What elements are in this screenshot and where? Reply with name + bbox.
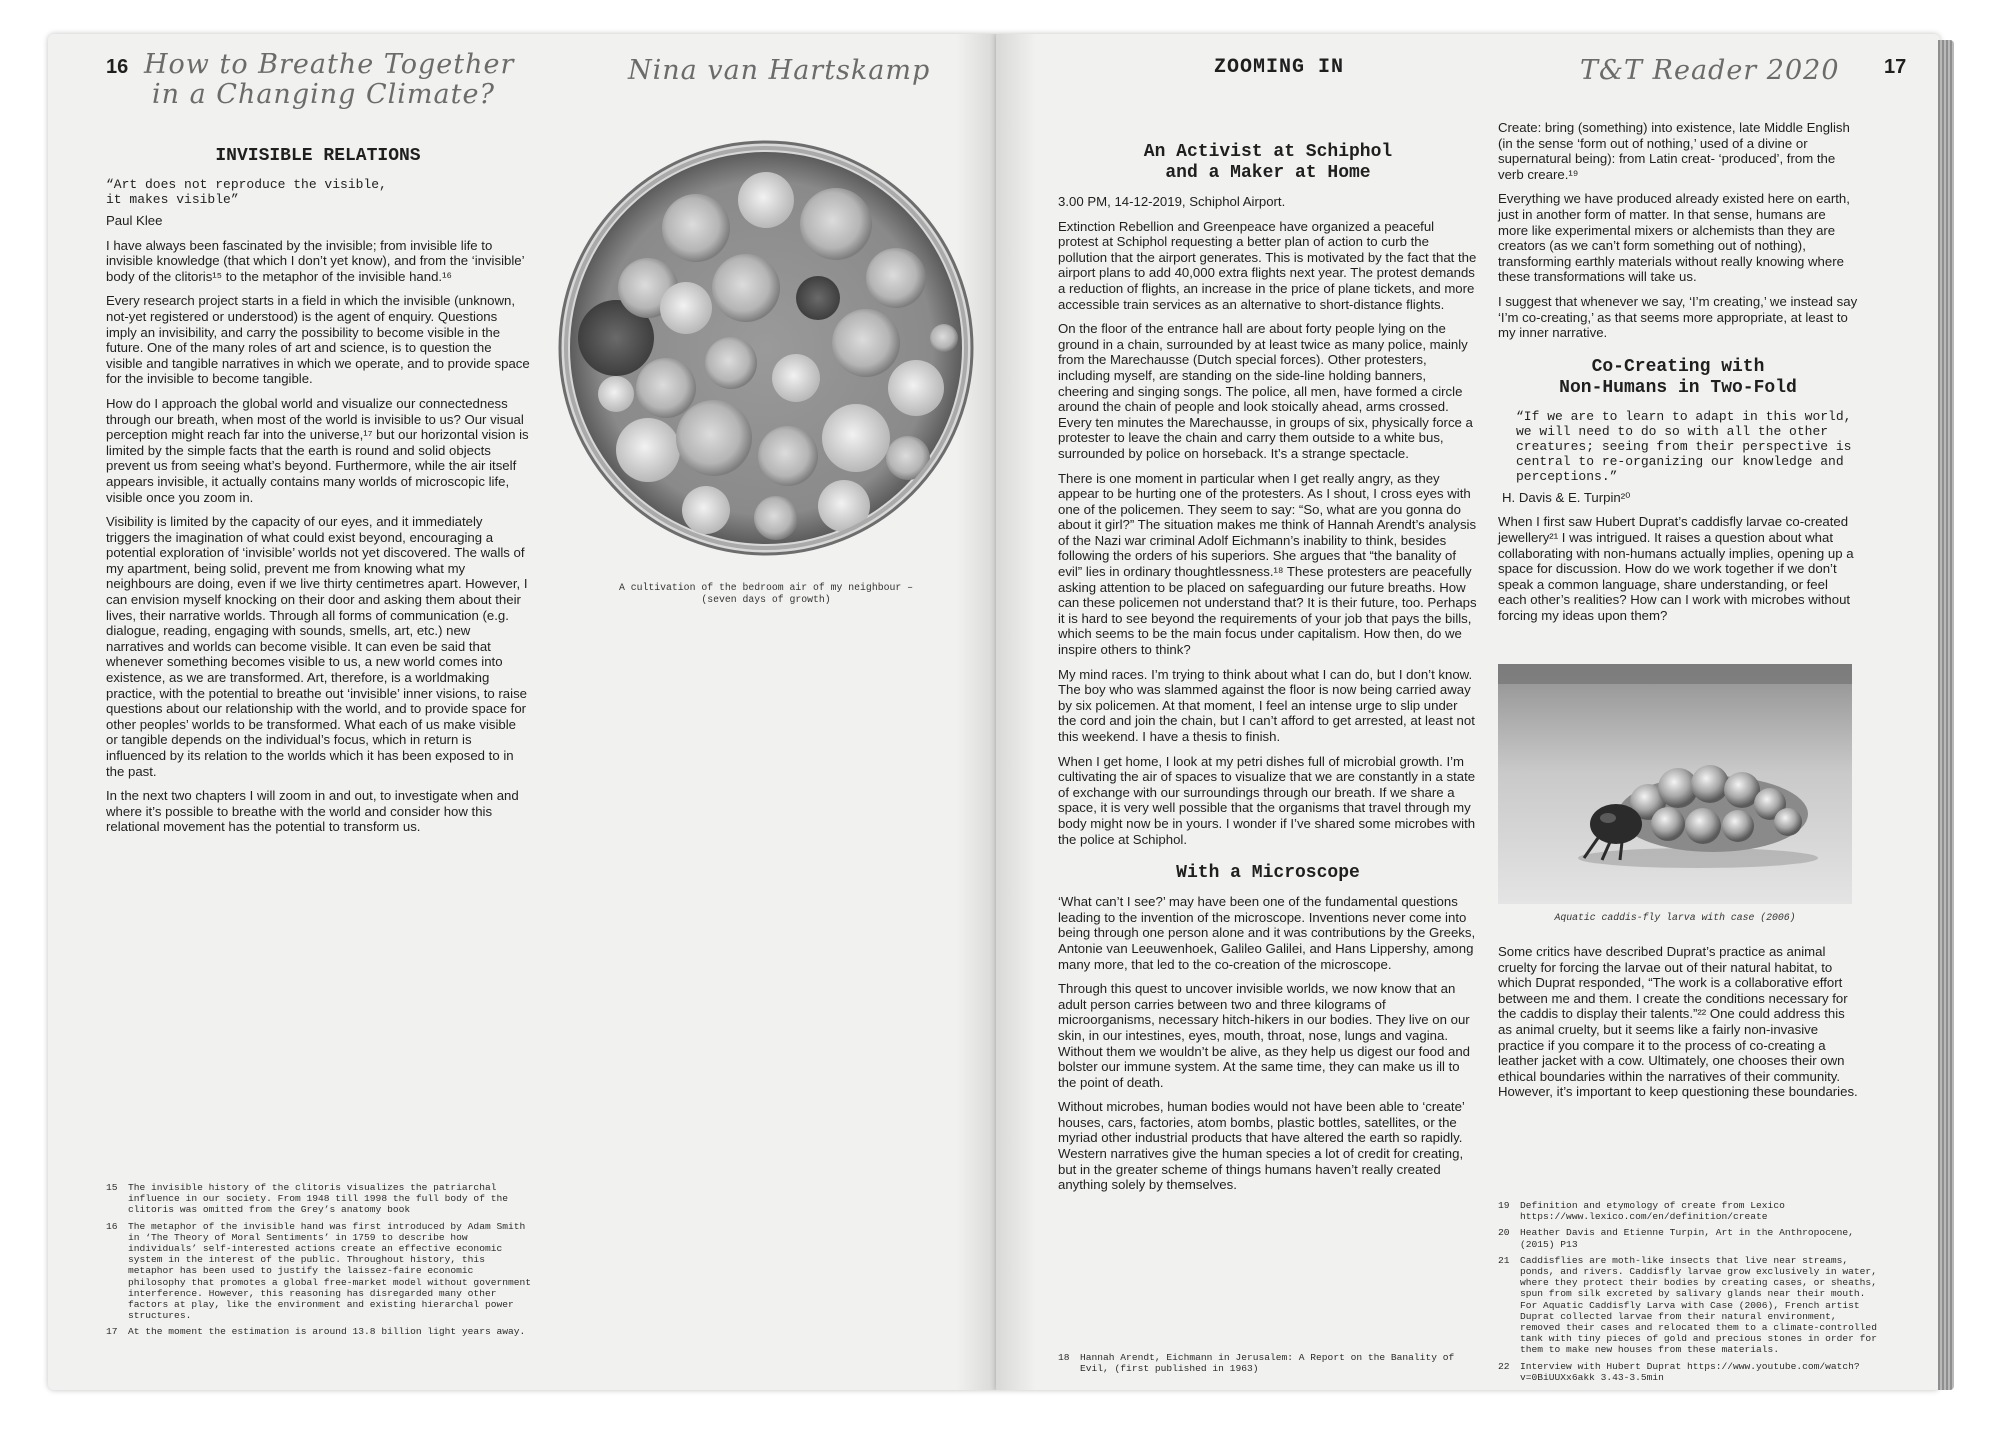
- right-footnotes: [1498, 1200, 1878, 1388]
- right-text-column-1: [1058, 142, 1478, 1202]
- section-header: ZOOMING IN: [1214, 56, 1345, 79]
- reader-header: T&T Reader 2020: [1580, 55, 1840, 86]
- footnote: [1498, 1361, 1878, 1383]
- paragraph: My mind races. I’m trying to think about what I can do, but I don’t know. The boy who was slammed against the floor is now being carried away by six policemen. At that moment, I feel an intense urge to slip under the cord and join the chain, but I can’t afford to get arrested, at least not this weekend. I have a thesis to finish.: [1058, 666, 1475, 744]
- footnote-number: 19: [1498, 1200, 1510, 1211]
- footnote-number: 15: [106, 1182, 118, 1193]
- left-page: [48, 34, 996, 1390]
- paragraph: When I first saw Hubert Duprat’s caddisfly larvae co-created jewellery²¹ I was intrigued. It raises a question about what collaborating with non-humans actually implies, opening up a space for discussion. How do we work together if we don’t speak a common language, share understanding, or feel each other’s realities? How can I work with microbes without forcing my ideas upon them?: [1498, 514, 1854, 623]
- footnote: [106, 1182, 536, 1216]
- footnote-text: At the moment the estimation is around 13.8 billion light years away.: [128, 1326, 526, 1338]
- caddisfly-image: [1498, 664, 1852, 904]
- cocreating-quote-author: H. Davis & E. Turpin²⁰: [1502, 489, 1631, 505]
- paragraph: Extinction Rebellion and Greenpeace have organized a peaceful protest at Schiphol requesting a better plan of action to curb the pollution that the airport generates. This is motivated by the fact that the airport plans to add 40,000 extra flights next year. The protest demands a reduction of flights, an increase in the price of plane tickets, and more accessible train services as an alternative to short-distance flights.: [1058, 218, 1477, 312]
- right-text-column-2b: [1498, 944, 1858, 1109]
- footnote-text: Hannah Arendt, Eichmann in Jerusalem: A Report on the Banality of Evil, (first published in 1963): [1080, 1352, 1455, 1375]
- right-folio: 17: [1884, 56, 1907, 78]
- section-title: INVISIBLE RELATIONS: [215, 146, 421, 166]
- paragraph: In the next two chapters I will zoom in and out, to investigate when and where it’s possible to breathe with the world and consider how this relational movement has the potential to transform us.: [106, 788, 519, 835]
- paragraph: I have always been fascinated by the invisible; from invisible life to invisible knowledge (that which I don’t yet know), and from the ‘invisible’ body of the clitoris¹⁵ to the metaphor of the invisible hand.¹⁶: [106, 237, 525, 284]
- footnote: [106, 1221, 536, 1322]
- paragraph: ‘What can’t I see?’ may have been one of the fundamental questions leading to the invention of the microscope. Inventions never come into being through one person alone and it was contributions by the Greeks, Antonie van Leeuwenhoek, Galileo Galilei, and Hans Lippershy, among many more, that led to the co-creation of the microscope.: [1058, 894, 1476, 972]
- left-text-column: [106, 146, 530, 844]
- caddis-caption: Aquatic caddis-fly larva with case (2006): [1554, 912, 1796, 923]
- right-text-column-2: [1498, 120, 1858, 632]
- caddisfly-larva-illustration: [1498, 664, 1852, 904]
- footnote-text: The invisible history of the clitoris visualizes the patriarchal influence in our society. From 1948 till 1998 the full body of the clitoris was omitted from the Grey’s anatomy book: [128, 1182, 508, 1216]
- microscope-title: With a Microscope: [1176, 863, 1360, 884]
- paragraph: Some critics have described Duprat’s practice as animal cruelty for forcing the larvae out of their natural habitat, to which Duprat responded, “The work is a collaborative effort between me and them. I create the conditions necessary for the caddis to display their talents.”²² One could address this as animal cruelty, but it seems like a fairly non-invasive practice if you compare it to the process of co-creating a leather jacket with a cow. Ultimately, one chooses their own ethical boundaries within the narratives of their community. However, it’s important to keep questioning these boundaries.: [1498, 944, 1858, 1100]
- footnote: [1058, 1352, 1478, 1374]
- epigraph-author: Paul Klee: [106, 213, 163, 228]
- cocreating-title: Co-Creating with Non-Humans in Two-Fold: [1559, 356, 1797, 398]
- footnote: [106, 1326, 536, 1337]
- petri-dish-illustration: [556, 138, 976, 558]
- footnote: [1498, 1200, 1878, 1222]
- footnote-text: Heather Davis and Etienne Turpin, Art in the Anthropocene, (2015) P13: [1520, 1227, 1854, 1250]
- footnote-text: The metaphor of the invisible hand was first introduced by Adam Smith in ‘The Theory of Moral Sentiments’ in 1759 to describe how individuals’ self-interested actions create an effective economic system in the interest of the public. Throughout history, this metaphor has been used to justify the laissez-faire economic philosophy that promotes a global free-market model without government interference. However, this reasoning has disregarded many other factors at play, like the environment and existing hierarchal power structures.: [128, 1220, 532, 1322]
- footnote-number: 20: [1498, 1227, 1510, 1239]
- paragraph: How do I approach the global world and visualize our connectedness through our breath, when most of the world is invisible to us? Our visual perception might reach far into the universe,¹⁷ but our horizontal vision is limited by the simple facts that the earth is round and solid objects prevent us from seeing what’s beyond. Furthermore, while the air itself appears invisible, it actually contains many worlds of microscopic life, visible once you zoom in.: [106, 395, 529, 505]
- footnote-text: Caddisflies are moth-like insects that live near streams, ponds, and rivers. Caddisfly larvae grow exclusively in water, where they protect their bodies by creating cases, or sheaths, spun from silk excreted by salivary glands near their mouth. For Aquatic Caddisfly Larva with Case (2006), French artist Duprat collected larvae from their natural environment, removed their cases and relocated them to a climate-controlled tank with tiny pieces of gold and precious stones in order for them to make new houses from these materials.: [1520, 1254, 1877, 1356]
- footnote-number: 22: [1498, 1360, 1510, 1372]
- footnote-text: Definition and etymology of create from Lexico https://www.lexico.com/en/definition/create: [1520, 1200, 1785, 1223]
- article-title: An Activist at Schiphol and a Maker at Home: [1143, 142, 1393, 183]
- right-page: [996, 34, 1940, 1390]
- footnote: [1498, 1255, 1878, 1356]
- footnote-text: Interview with Hubert Duprat https://www.youtube.com/watch?v=0BiUUXx6akk 3.43-3.5min: [1520, 1360, 1860, 1383]
- author-header: Nina van Hartskamp: [628, 55, 931, 86]
- page-edges: [1938, 40, 1954, 1390]
- footnote-number: 21: [1498, 1254, 1510, 1266]
- paragraph: There is one moment in particular when I get really angry, as they appear to be hurting one of the protesters. As I shout, I cross eyes with one of the policemen. They seem to say: “So, what are you gonna do about it girl?” The situation makes me think of Hannah Arendt’s analysis of the Nazi war criminal Adolf Eichmann’s inability to think, besides following the orders of his superiors. She argues that “the banality of evil” lies in ordinary thoughtlessness.¹⁸ These protesters are peacefully asking attention to be placed on safeguarding our future breaths. How can these policemen not understand that? It is their future, too. Perhaps it is hard to see beyond the requirements of your job that pays the bills, which seems to be the main focus under capitalism. How then, do we inspire others to think?: [1058, 470, 1477, 658]
- running-title-line2: in a Changing Climate?: [152, 79, 495, 110]
- epigraph: “Art does not reproduce the visible, it makes visible”: [106, 177, 387, 207]
- cocreating-quote: “If we are to learn to adapt in this world, we will need to do so with all the other creatures; seeing from their perspective is central to re-organizing our knowledge and perceptions.”: [1516, 408, 1852, 484]
- running-title: [144, 50, 514, 110]
- footnote-number: 17: [106, 1326, 118, 1338]
- paragraph: Everything we have produced already existed here on earth, just in another form of matter. In that sense, humans are more like experimental mixers or alchemists than they are creators (as we can’t form something out of nothing), transforming earthly materials without really knowing where these transformations will take us.: [1498, 191, 1850, 285]
- paragraph: On the floor of the entrance hall are about forty people lying on the ground in a chain, surrounded by at least twice as many police, mainly from the Marechausse (Dutch special forces). Other protesters, including myself, are standing on the side-line holding banners, cheering and singing songs. The police, all men, have formed a circle around the chain of people and look stoically ahead, arms crossed. Every ten minutes the Marechausse, in groups of six, physically force a protester to leave the chain and carry them outside to a white bus, surrounded by police on horseback. It’s a strange spectacle.: [1058, 321, 1473, 461]
- paragraph: Create: bring (something) into existence, late Middle English (in the sense ‘form out of nothing,’ used of a divine or supernatural being): from Latin creat- ‘produced’, from the verb creare.¹⁹: [1498, 120, 1850, 182]
- petri-dish-image: [556, 138, 976, 558]
- footnote-18: [1058, 1352, 1478, 1379]
- left-footnotes: [106, 1182, 536, 1343]
- paragraph: Every research project starts in a field in which the invisible (unknown, not-yet registered or understood) is the agent of enquiry. Questions imply an invisibility, and carry the possibility to become visible in the future. One of the many roles of art and science, is to question the visible and tangible narratives in which we operate, and to provide space for the invisible to become tangible.: [106, 293, 530, 387]
- paragraph: Without microbes, human bodies would not have been able to ‘create’ houses, cars, factories, atom bombs, plastic bottles, satellites, or the myriad other industrial products that have altered the earth so rapidly. Western narratives give the human species a lot of credit for creating, but in the greater scheme of things humans haven’t really created anything solely by themselves.: [1058, 1099, 1465, 1193]
- footnote-number: 18: [1058, 1352, 1070, 1363]
- paragraph: When I get home, I look at my petri dishes full of microbial growth. I’m cultivating the air of spaces to visualize that we are constantly in a state of exchange with our surroundings through our breath. If we share a space, it is very well possible that the organisms that travel through my body might now be in yours. I wonder if I’ve shared some microbes with the police at Schiphol.: [1058, 753, 1476, 847]
- paragraph: I suggest that whenever we say, ‘I’m creating,’ we instead say ‘I’m co-creating,’ as that seems more appropriate, at least to my inner narrative.: [1498, 293, 1858, 341]
- dateline: 3.00 PM, 14-12-2019, Schiphol Airport.: [1058, 194, 1286, 209]
- petri-caption: A cultivation of the bedroom air of my neighbour – (seven days of growth): [619, 582, 913, 605]
- footnote: [1498, 1227, 1878, 1249]
- paragraph: Through this quest to uncover invisible worlds, we now know that an adult person carries between two and three kilograms of microorganisms, necessary hitch-hikers in our bodies. They live on our skin, in our intestines, eyes, mouth, throat, nose, lungs and vagina. Without them we wouldn’t be alive, as they help us digest our food and bolster our immune system. At the same time, they can make us ill to the point of death.: [1058, 981, 1470, 1090]
- paragraph: Visibility is limited by the capacity of our eyes, and it immediately triggers the imagination of what could exist beyond, encouraging a potential exploration of ‘invisible’ worlds not yet discovered. The walls of my apartment, being solid, prevent me from knowing what my neighbours are doing, even if we live thirty centimetres apart. However, I can envision myself knocking on their door and asking them about their lives, their narrative worlds. Through all forms of communication (e.g. dialogue, reading, engaging with sounds, smells, art, etc.) new narratives and worlds can become visible. It can even be said that whenever something becomes visible to us, a new world comes into existence, as we are transformed. Art, therefore, is a worldmaking practice, with the potential to breathe out ‘invisible’ inner visions, to raise questions about our relationship with the world, and to provide space for other peoples’ worlds to be transformed. What each of us make visible or tangible depends on the individual’s focus, which in return is influenced by its relation to the worlds which it has been exposed to in the past.: [106, 514, 528, 779]
- left-folio: 16: [106, 56, 129, 78]
- footnote-number: 16: [106, 1220, 118, 1232]
- gutter-shadow: [996, 34, 1036, 1390]
- running-title-line1: How to Breathe Together: [144, 49, 515, 80]
